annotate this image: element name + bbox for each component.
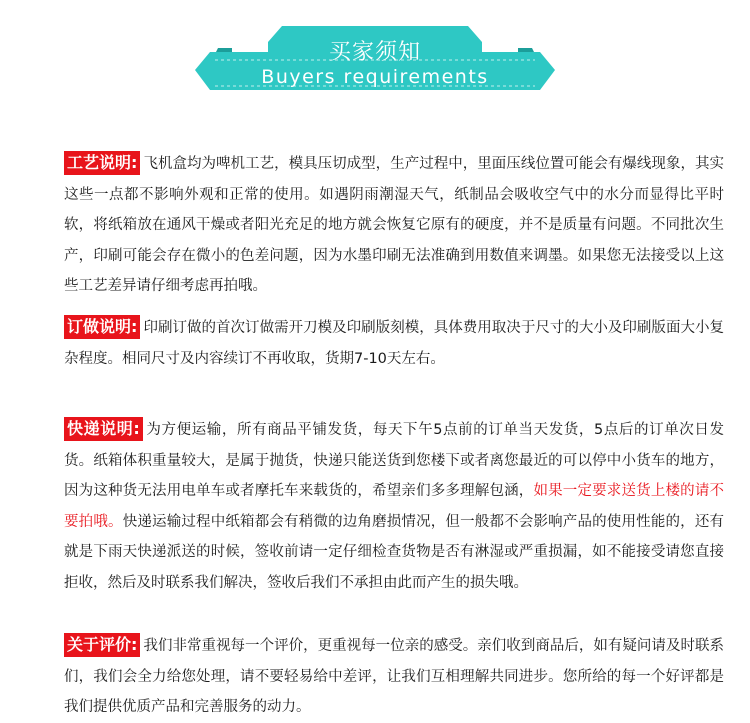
shipping-notes-text-before: 为方便运输，所有商品平铺发货，每天下午5点前的订单当天发货，5点后的订单次日发货。纸箱体积重量较大，是属于抛货，快递只能送货到您楼下或者离您最近的可以停中小货车的地方，因为这种货无法用电单车或者摩托车来载货的，希望亲们多多理解包涵，	[64, 422, 724, 499]
shipping-notes-text-after: 快递运输过程中纸箱都会有稍微的边角磨损情况，但一般都不会影响产品的使用性能的，还有就是下雨天快递派送的时候，签收前请一定仔细检查货物是否有淋湿或严重损漏，如不能接受请您直接拒收，然后及时联系我们解决，签收后我们不承担由此而产生的损失哦。	[64, 513, 725, 591]
review-notes-section	[64, 630, 724, 723]
banner-title: 买家须知	[328, 40, 421, 65]
review-notes-text: 我们非常重视每一个评价，更重视每一位亲的感受。亲们收到商品后，如有疑问请及时联系们，我们会全力给您处理，请不要轻易给中差评，让我们互相理解共同进步。您所给的每一个好评都是我们提供优质产品和完善服务的动力。	[64, 638, 724, 715]
review-notes-tag: 关于评价:	[64, 633, 140, 657]
banner-subtitle: Buyers requirements	[261, 66, 489, 88]
custom-order-text: 印刷订做的首次订做需开刀模及印刷版刻模，具体费用取决于尺寸的大小及印刷版面大小复杂程度。相同尺寸及内容续订不再收取，货期7-10天左右。	[64, 320, 724, 367]
custom-order-section	[64, 312, 724, 374]
craft-notes-text: 飞机盒均为啤机工艺，模具压切成型，生产过程中，里面压线位置可能会有爆线现象，其实这些一点都不影响外观和正常的使用。如遇阴雨潮湿天气，纸制品会吸收空气中的水分而显得比平时软，将纸箱放在通风干燥或者阳光充足的地方就会恢复它原有的硬度，并不是质量有问题。不同批次生产，印刷可能会存在微小的色差问题，因为水墨印刷无法准确到用数值来调墨。如果您无法接受以上这些工艺差异请仔细考虑再拍哦。	[64, 156, 724, 294]
shipping-notes-tag: 快递说明:	[64, 417, 143, 441]
shipping-notes-warning: 如果一定要求送货上楼的请不要拍哦。	[64, 483, 724, 530]
craft-notes-tag: 工艺说明:	[64, 151, 140, 175]
header-banner	[0, 0, 750, 110]
shipping-notes-section	[64, 414, 724, 598]
custom-order-tag: 订做说明:	[64, 315, 140, 339]
craft-notes-section	[64, 148, 724, 302]
